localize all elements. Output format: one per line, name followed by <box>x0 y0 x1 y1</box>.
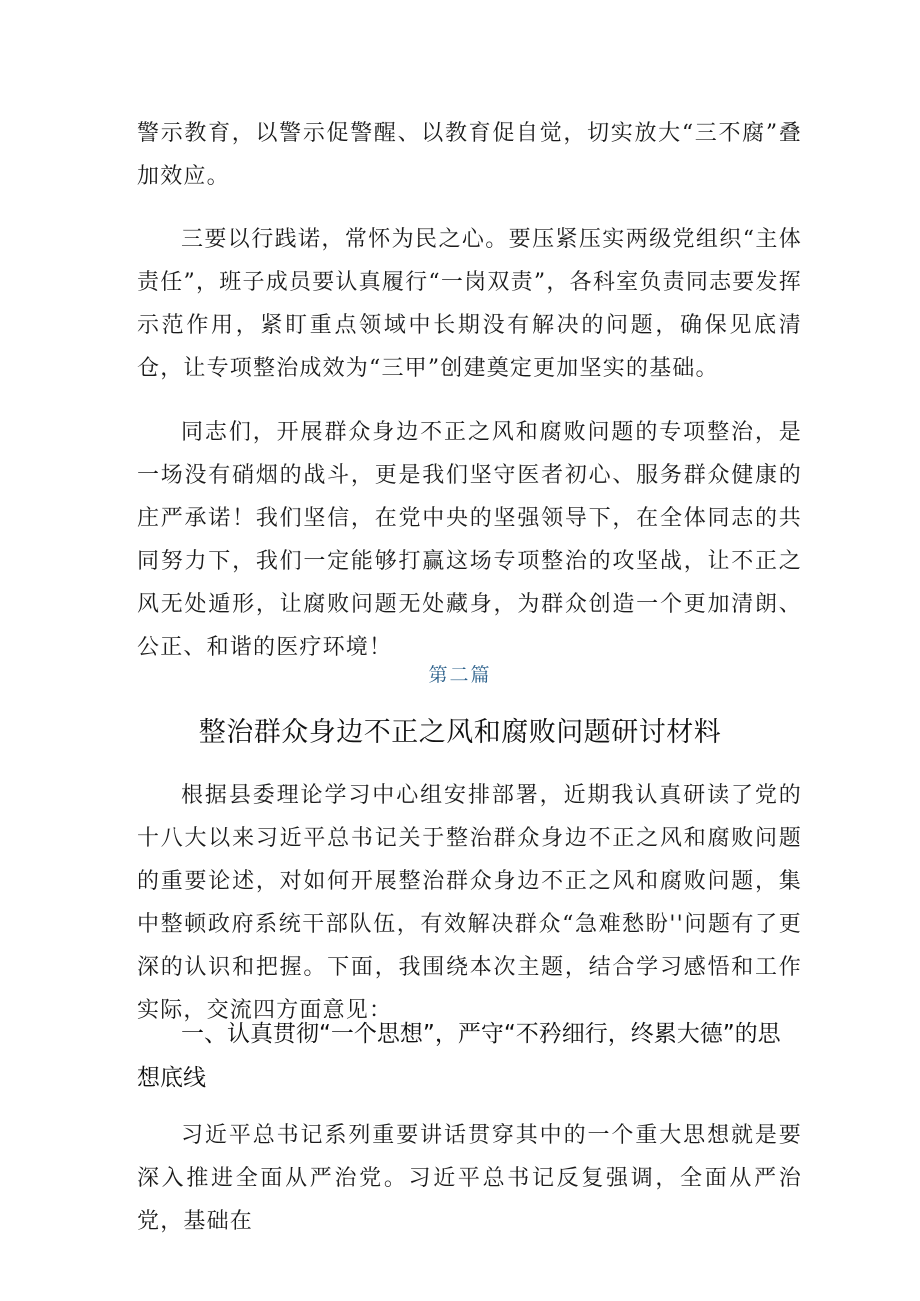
document-title: 整治群众身边不正之风和腐败问题研讨材料 <box>198 717 722 748</box>
paragraph-fulfill-promise: 三要以行践诺，常怀为民之心。要压紧压实两级党组织“主体责任”，班子成员要认真履行“一岗双责”，各科室负责同志要发挥示范作用，紧盯重点领域中长期没有解决的问题，确保见底清仓，让专项整治成效为“三甲”创建奠定更加坚实的基础。 <box>137 227 802 381</box>
paragraph-strict-governance: 习近平总书记系列重要讲话贯穿其中的一个重大思想就是要深入推进全面从严治党。习近平总书记反复强调，全面从严治党，基础在 <box>137 1123 802 1234</box>
paragraph-closing-remarks: 同志们，开展群众身边不正之风和腐败问题的专项整治，是一场没有硝烟的战斗，更是我们坚守医者初心、服务群众健康的庄严承诺！我们坚信，在党中央的坚强领导下，在全体同志的共同努力下，我们一定能够打赢这场专项整治的攻坚战，让不正之风无处遁形，让腐败问题无处藏身，为群众创造一个更加清朗、公正、和谐的医疗环境！ <box>137 420 802 660</box>
section-heading-1: 一、认真贯彻“一个思想”，严守“不矜细行，终累大德”的思想底线 <box>137 1021 781 1091</box>
paragraph-introduction: 根据县委理论学习中心组安排部署，近期我认真研读了党的十八大以来习近平总书记关于整治群众身边不正之风和腐败问题的重要论述，对如何开展整治群众身边不正之风和腐败问题，集中整顿政府系统干部队伍，有效解决群众“急难愁盼''问题有了更深的认识和把握。下面，我围绕本次主题，结合学习感悟和工作实际，交流四方面意见： <box>137 783 802 1023</box>
section-label: 第二篇 <box>428 664 492 686</box>
paragraph-warning-education: 警示教育，以警示促警醒、以教育促自觉，切实放大“三不腐”叠加效应。 <box>137 121 802 189</box>
